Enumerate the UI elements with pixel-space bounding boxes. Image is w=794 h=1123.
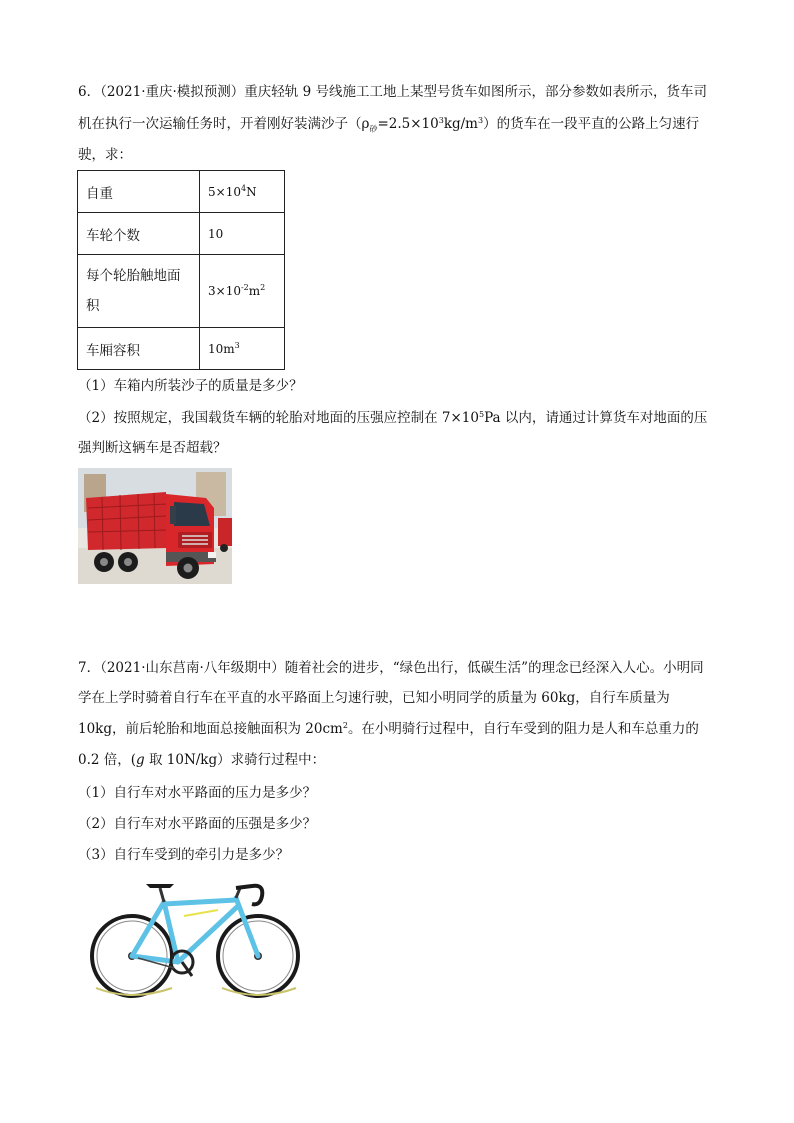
table-cell-cargo-volume-label: 车厢容积	[78, 328, 200, 370]
q7-stem-line2: 学在上学时骑着自行车在平直的水平路面上匀速行驶，已知小明同学的质量为 60kg，自行车质量为	[78, 690, 670, 706]
table-row	[78, 255, 285, 328]
bicycle-image	[88, 876, 306, 1002]
q6-stem-text2d: ）的货车在一段平直的公路上匀速行	[483, 116, 700, 132]
q6-density-subscript: 砂	[369, 124, 378, 134]
table-cell-wheel-count-label: 车轮个数	[78, 213, 200, 255]
table-cell-contact-area-value: $3\times 10^{-2}m^2$	[200, 255, 285, 328]
q7-subquestion-3: （3）自行车受到的牵引力是多少？	[78, 847, 290, 863]
truck-image	[78, 468, 232, 584]
table-cell-self-weight-label: 自重	[78, 171, 200, 213]
q6-stem-text2b: =2.5×10	[377, 116, 439, 132]
table-cell-cargo-volume-value: $10m^3$	[200, 328, 285, 370]
q6-stem-text2a: 机在执行一次运输任务时，开着刚好装满沙子（ρ	[78, 116, 370, 132]
q6-stem-line2	[78, 114, 718, 140]
table-row	[78, 328, 285, 370]
q6-subquestion-2-line1: （2）按照规定，我国载货车辆的轮胎对地面的压强应控制在 $7\times 10^5Pa$ 以内，请通过计算货车对地面的压	[78, 410, 708, 426]
table-cell-contact-area-label: 每个轮胎触地面 积	[78, 255, 200, 328]
q6-stem-line3	[78, 145, 718, 165]
q6-stem-line1	[78, 82, 718, 102]
q6-density-exp: 3	[438, 116, 444, 125]
table-row	[78, 171, 285, 213]
q6-parameter-table	[77, 170, 285, 370]
table-cell-self-weight-value: $5\times 10^4N$	[200, 171, 285, 213]
table-cell-wheel-count-value: 10	[200, 213, 285, 255]
q7-subquestion-1: （1）自行车对水平路面的压力是多少？	[78, 785, 317, 801]
q6-stem-text3: 驶，求：	[78, 147, 132, 163]
q7-stem-line4: 0.2 倍，(g 取 10N/kg）求骑行过程中：	[78, 752, 326, 768]
q6-density-unit-exp: 3	[477, 116, 484, 125]
q7-stem-line3: 10kg，前后轮胎和地面总接触面积为 $20cm^2$。在小明骑行过程中，自行车受到的阻力是人和车总重力的	[78, 721, 699, 737]
q7-stem-line1: 7．（2021·山东莒南·八年级期中）随着社会的进步，“绿色出行，低碳生活”的理念已经深入人心。小明同	[78, 660, 704, 676]
q6-subquestion-1: （1）车箱内所装沙子的质量是多少？	[78, 378, 303, 394]
q6-stem-text2c: kg/m	[443, 116, 478, 132]
q6-stem-text1: 6．（2021·重庆·模拟预测）重庆轻轨 9 号线施工工地上某型号货车如图所示，部分参数如表所示，货车司	[78, 84, 707, 100]
q7-subquestion-2: （2）自行车对水平路面的压强是多少？	[78, 816, 317, 832]
table-row	[78, 213, 285, 255]
q6-subquestion-2-line2: 强判断这辆车是否超载？	[78, 440, 227, 456]
